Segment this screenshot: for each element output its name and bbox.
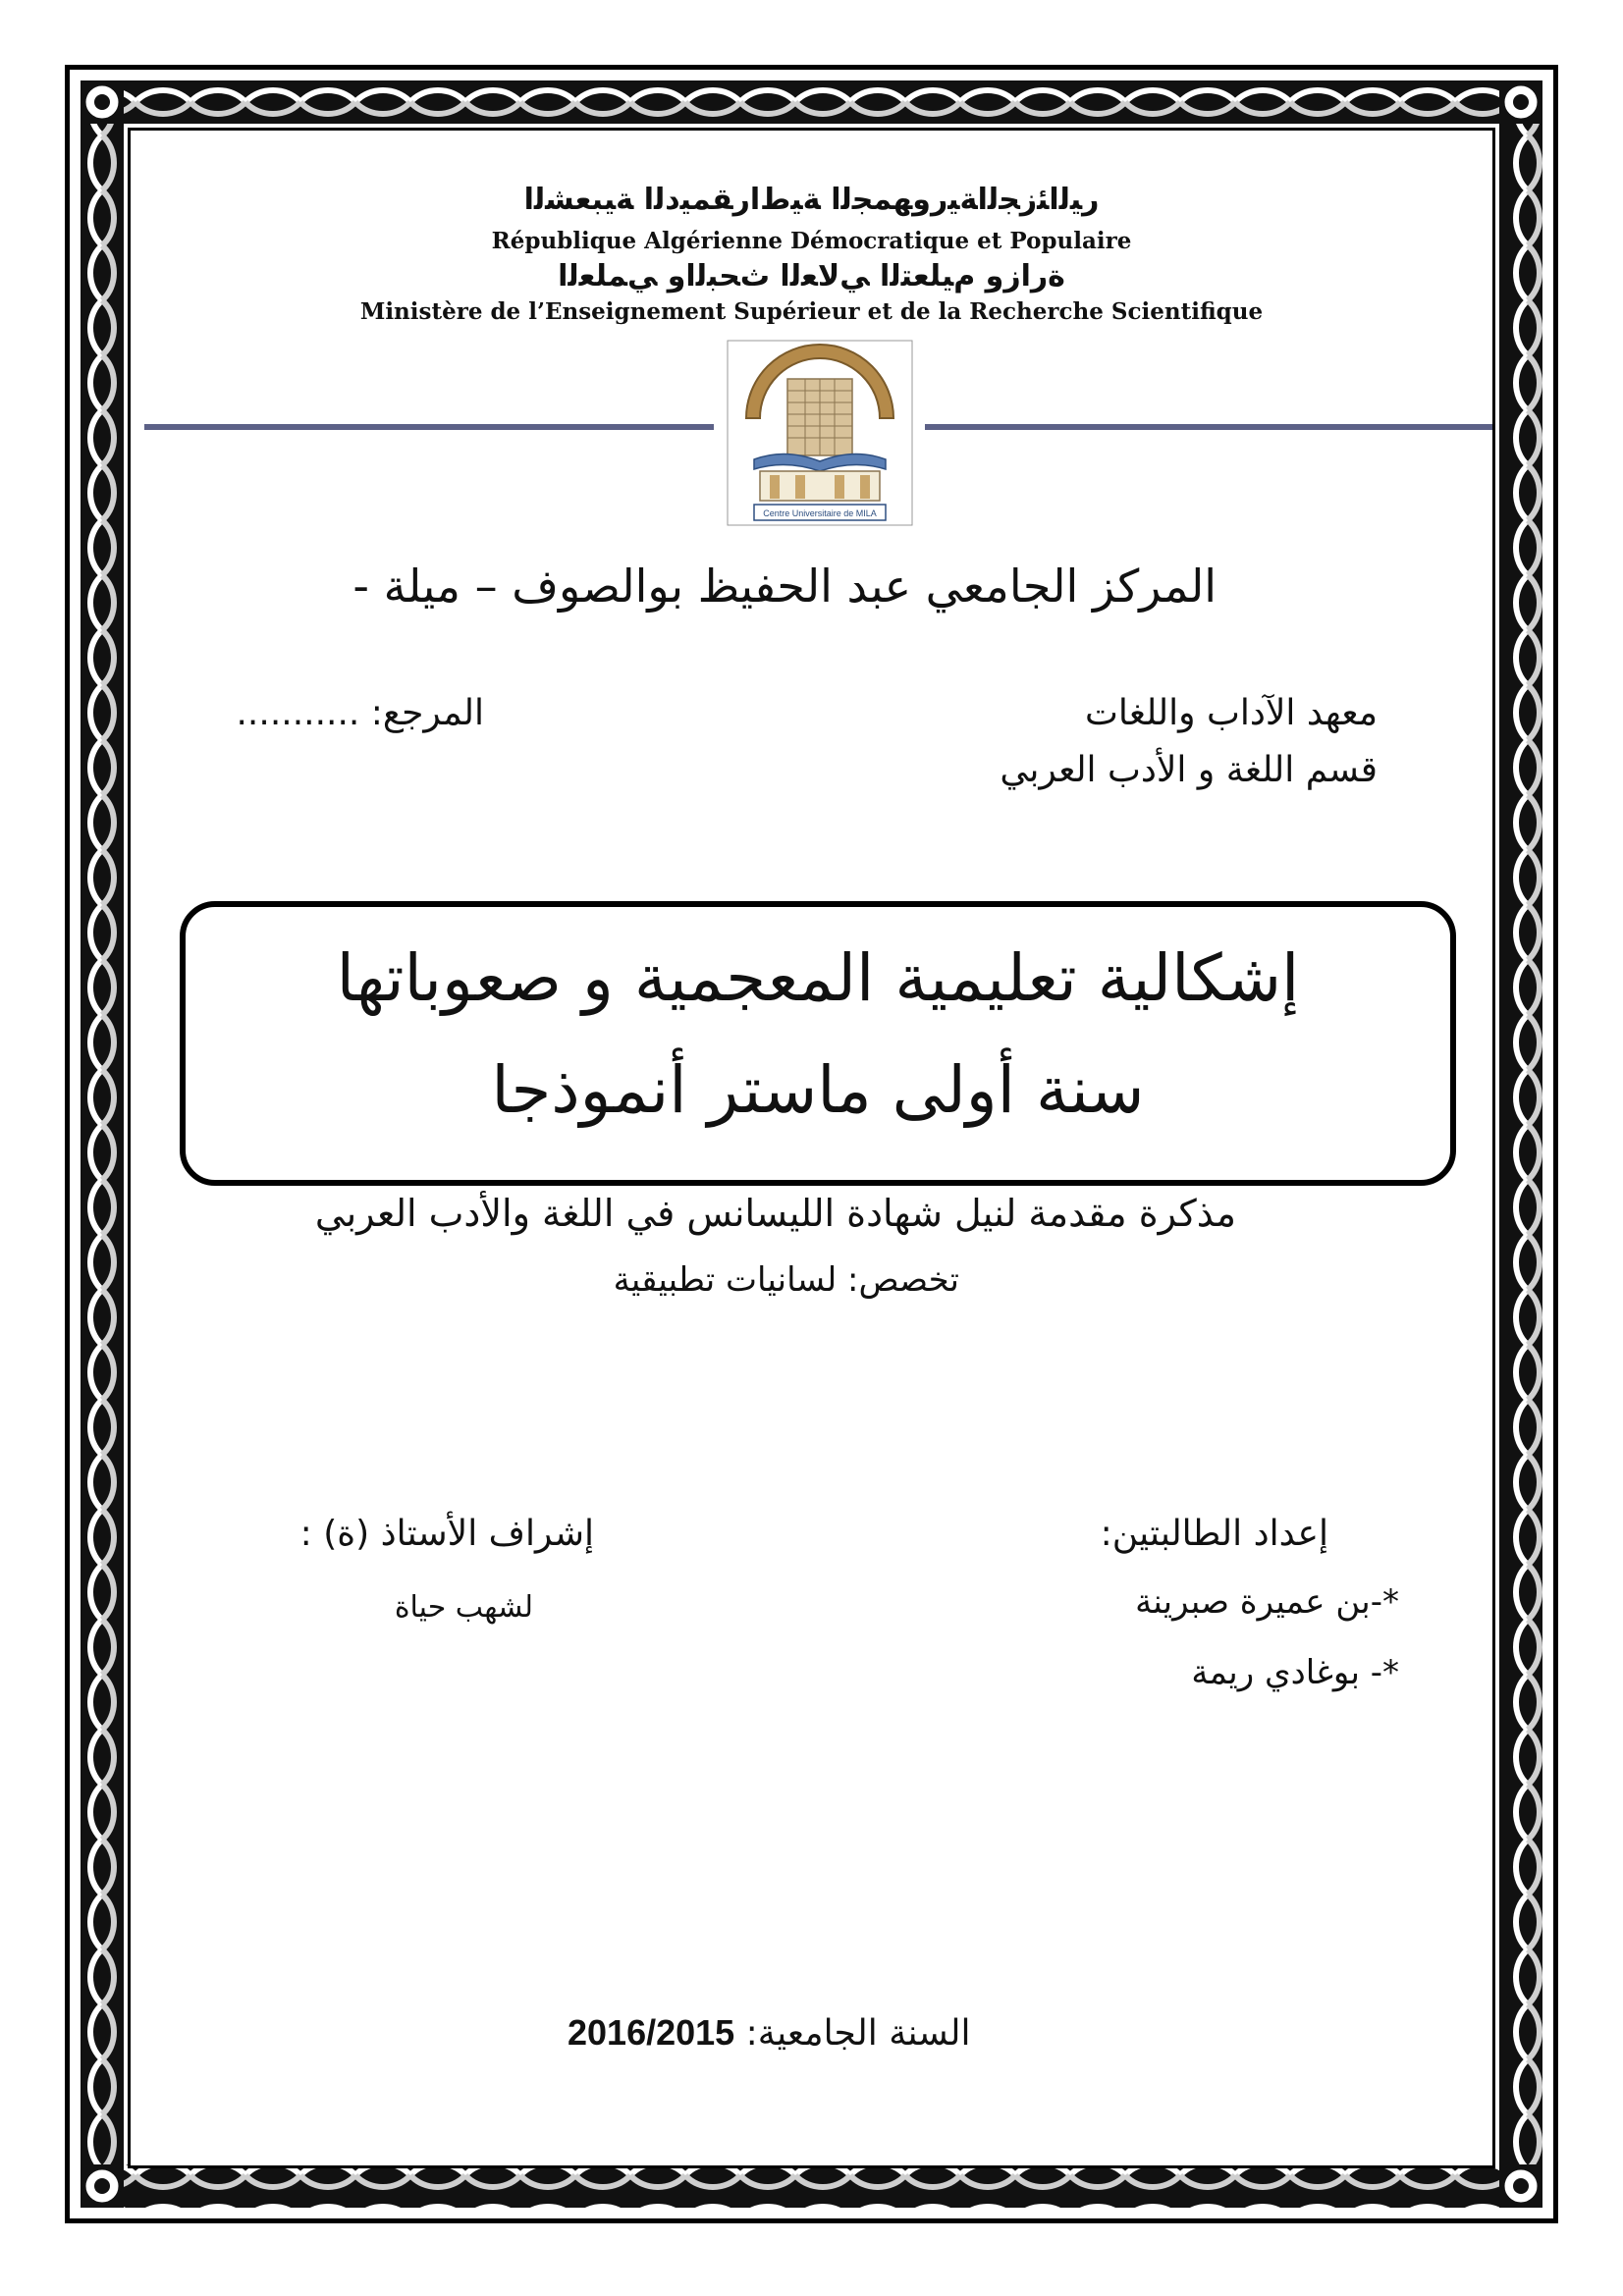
academic-year-value: 2016/2015 (568, 2012, 735, 2053)
students-label: إعداد الطالبتين: (1100, 1514, 1328, 1554)
ministry-arabic-heading: ﺓﺭﺍﺯﻭ ﻡﻴﻠﻌﺘﻟﺍ ﻲﻟﺎﻌﻟﺍ ﺙﺤﺒﻟﺍﻭ ﻲﻤﻠﻌﻟﺍ (558, 259, 1065, 294)
reference-field: المرجع: ........... (236, 693, 484, 733)
degree-note: مذكرة مقدمة لنيل شهادة الليسانس في اللغة والأدب العربي (314, 1192, 1236, 1235)
republic-arabic-heading: ﺭﻴﻟﺍﺌﺯﺠﻟﺍﺔﻴﺭﻭﻬﻤﺠﻟﺍ ﺔﻴﻁﺍﺭﻘﻤﻴﺩﻟﺍ ﺔﻴﺒﻌﺸﻟﺍ (523, 183, 1100, 217)
header-rule-left (144, 424, 714, 430)
institute-name: معهد الآداب واللغات (1085, 693, 1378, 733)
student-name-2: *- بوغادي ريمة (1191, 1653, 1399, 1692)
thesis-title-line1: إشكالية تعليمية المعجمية و صعوباتها (336, 940, 1300, 1016)
supervisor-name: لشهب حياة (394, 1590, 533, 1625)
supervisor-label: إشراف الأستاذ (ة) : (299, 1514, 594, 1554)
academic-year-label: السنة الجامعية: (745, 2013, 971, 2054)
specialty-line: تخصص: لسانيات تطبيقية (613, 1260, 959, 1300)
thesis-title-line2: سنة أولى ماستر أنموذجا (491, 1052, 1145, 1128)
ministry-french-heading: Ministère de l’Enseignement Supérieur et de la Recherche Scientifique (359, 298, 1264, 325)
center-name: المركز الجامعي عبد الحفيظ بوالصوف – ميلة - (352, 560, 1217, 613)
department-name: قسم اللغة و الأدب العربي (1000, 750, 1378, 790)
republic-french-heading: République Algérienne Démocratique et Populaire (491, 228, 1132, 254)
logo-caption: Centre Universitaire de MILA (763, 508, 877, 518)
student-name-1: *-بن عميرة صبرينة (1135, 1582, 1399, 1622)
university-logo (727, 340, 913, 526)
header-rule-right (925, 424, 1492, 430)
academic-year (568, 2012, 970, 2054)
